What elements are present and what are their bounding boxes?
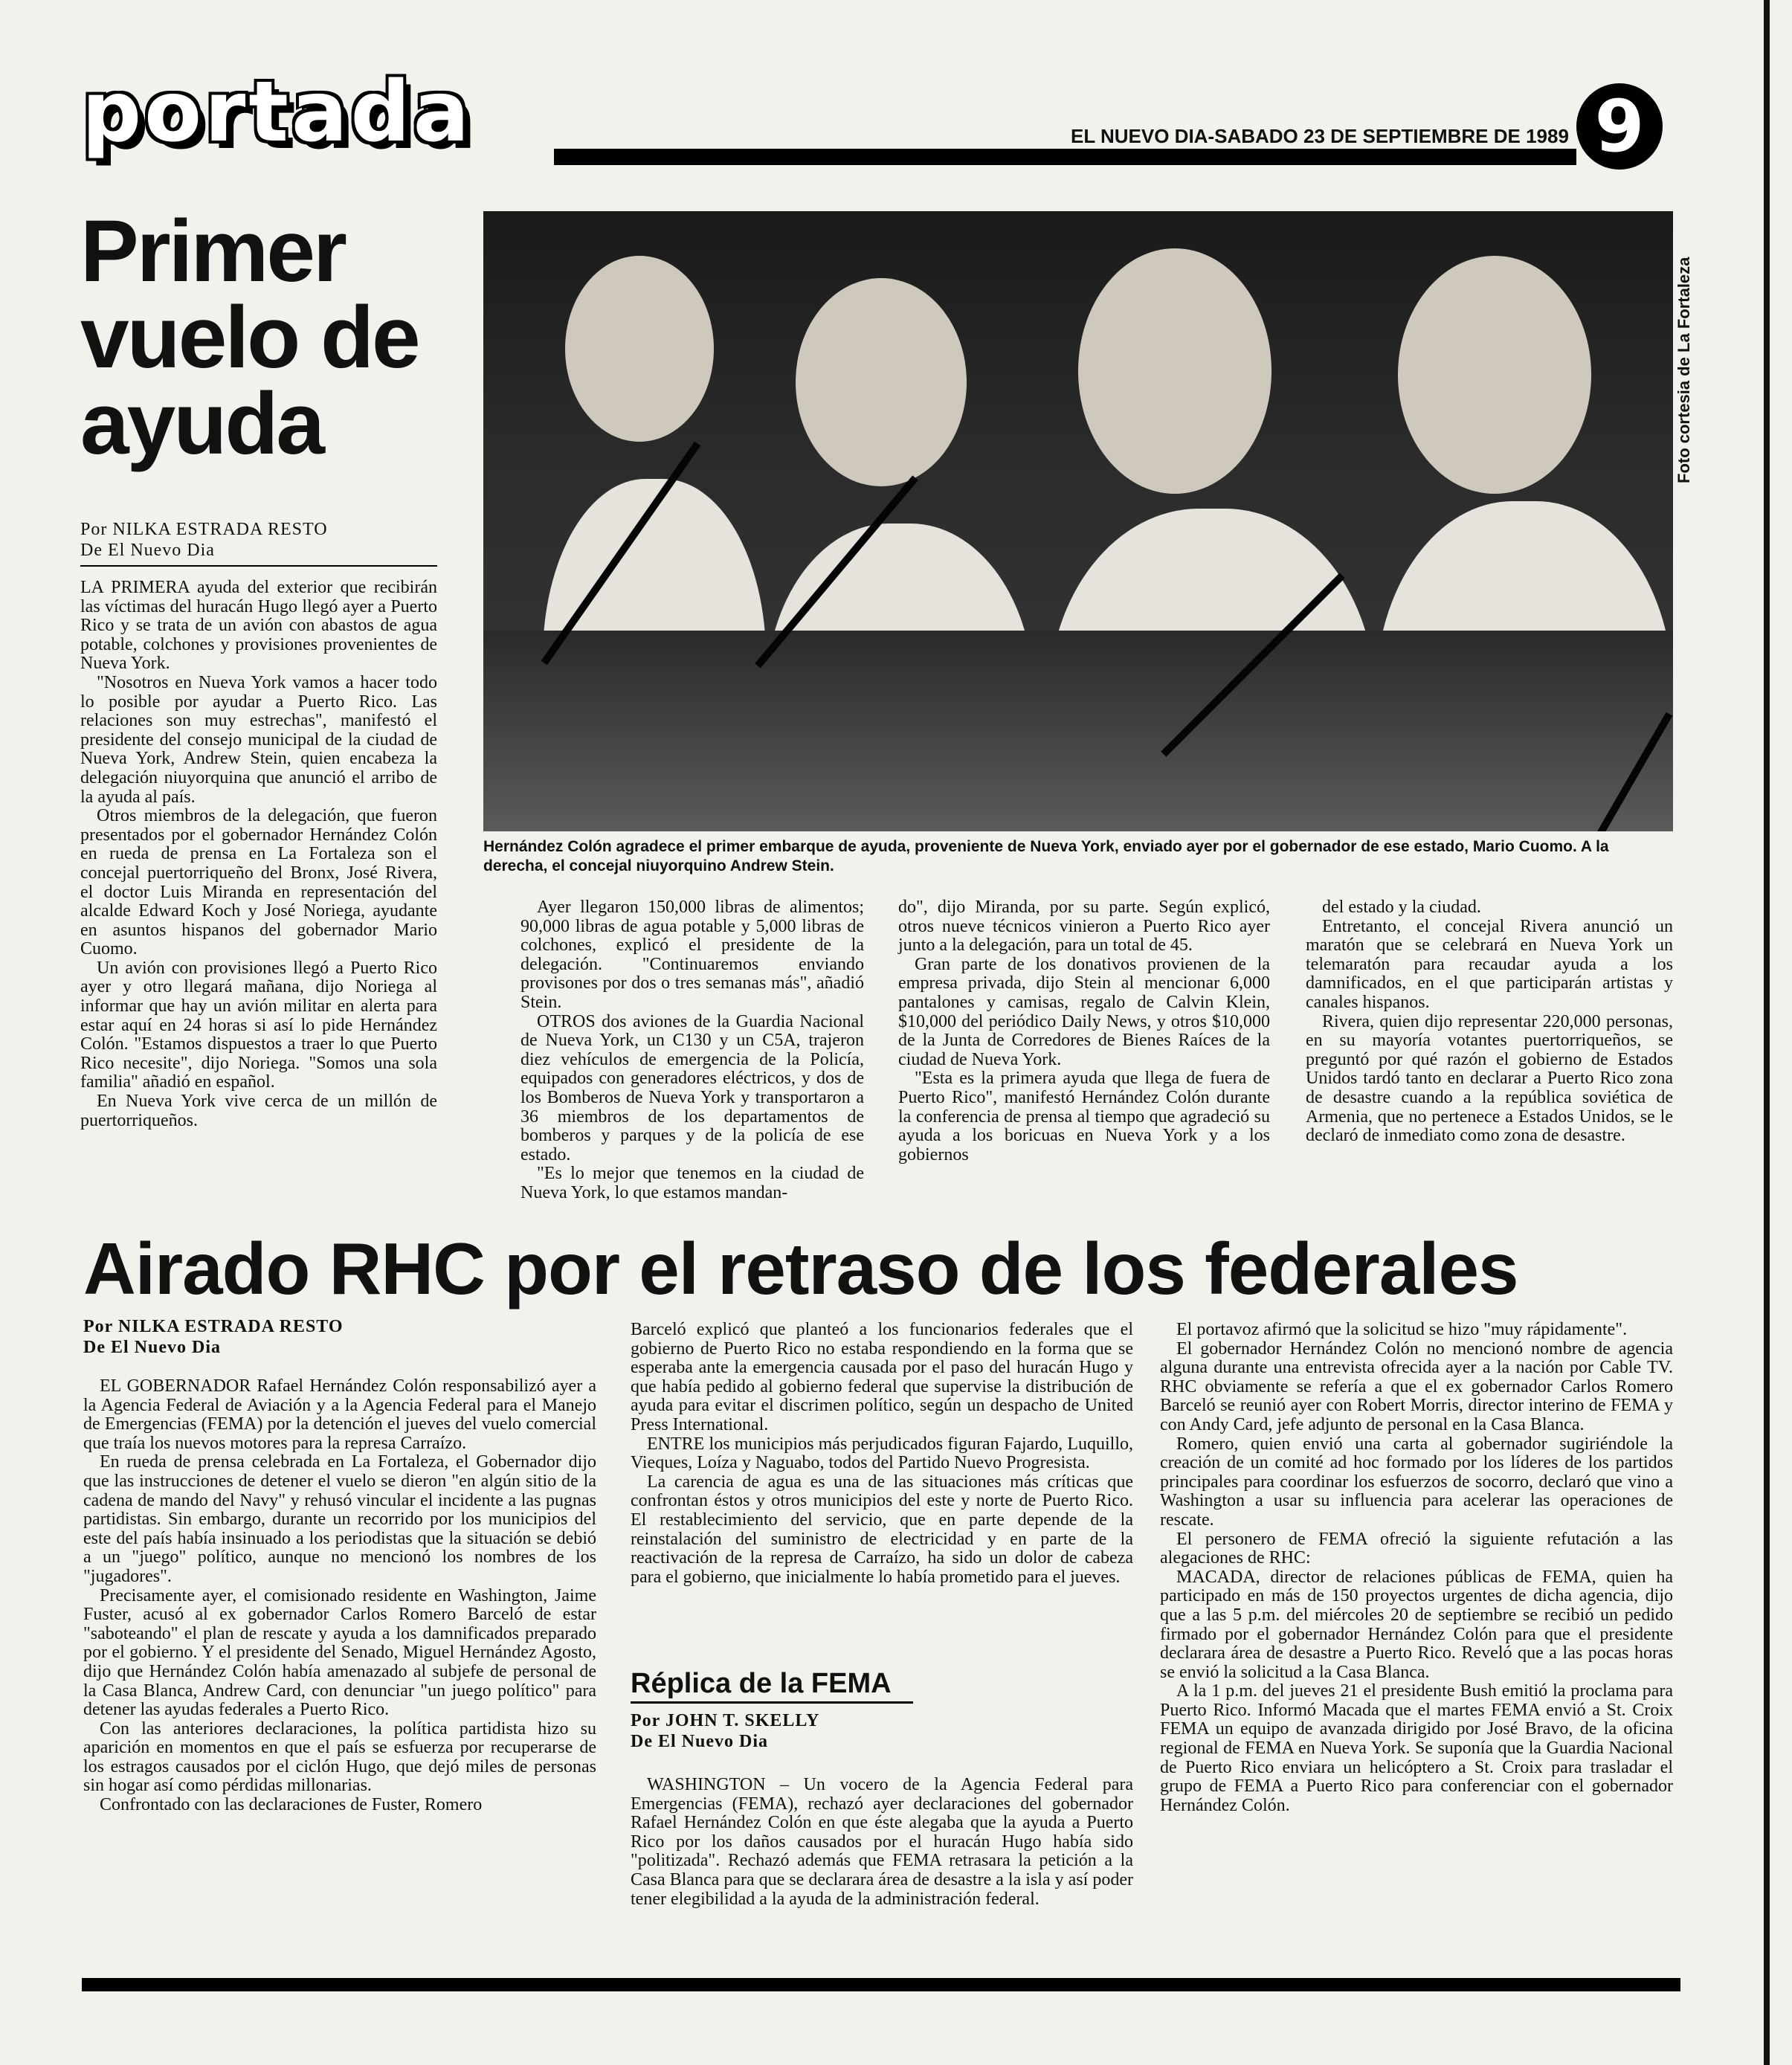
story1-byline-rule: [80, 565, 437, 567]
paragraph: En rueda de prensa celebrada en La Fortaleza, el Gobernador dijo que las instrucciones de detener el vuelo se dieron "en algún sitio de la cadena de mando del Navy" y rehusó vincular el incidente a las pugnas partidistas. Sin embargo, durante un recorrido por los municipios del este del país había insinuado a los periodistas que la situación se debió a un "juego" político, aunque no mencionó los nombres de los "jugadores".: [83, 1452, 596, 1586]
fema-reply-subheadline: [631, 1669, 1133, 1698]
paragraph: ENTRE los municipios más perjudicados figuran Fajardo, Luquillo, Vieques, Loíza y Naguabo, todos del Partido Nuevo Progresista.: [631, 1434, 1133, 1473]
fema-reply-author: Por JOHN T. SKELLY: [631, 1711, 820, 1730]
paragraph: del estado y la ciudad.: [1322, 898, 1481, 917]
story2-column-2: [631, 1321, 1133, 1587]
masthead-rule: [554, 149, 1576, 165]
story1-column-3: [898, 898, 1270, 1164]
photo-caption: Hernández Colón agradece el primer embarque de ayuda, proveniente de Nueva York, enviado ayer por el gobernador de ese estado, Mario Cuomo. A la derecha, el concejal niuyorquino Andrew Stein.: [483, 838, 1609, 874]
paragraph: "Esta es la primera ayuda que llega de fuera de Puerto Rico", manifestó Hernández Colón durante la conferencia de prensa al tiempo que agradeció su ayuda a los boricuas en Nueva York y a los gobiernos: [898, 1069, 1270, 1164]
paragraph: "Es lo mejor que tenemos en la ciudad de Nueva York, lo que estamos mandan-: [520, 1164, 864, 1202]
fema-reply-source: De El Nuevo Dia: [631, 1732, 768, 1751]
photo-credit: Foto cortesia de La Fortaleza: [1675, 257, 1693, 483]
paragraph: Rivera, quien dijo representar 220,000 personas, en su mayoría votantes puertorriqueños, se preguntó por qué razón el gobierno de Estados Unidos tardó tanto en declarar a Puerto Rico zona de desastre cuando a la república soviética de Armenia, que no pertenece a Estados Unidos, se le declaró de inmediato como zona de desastre.: [1306, 1011, 1673, 1146]
story2-source: De El Nuevo Dia: [83, 1338, 221, 1357]
subheadline: Réplica de la FEMA: [631, 1668, 892, 1699]
subheadline-rule: [631, 1701, 913, 1704]
paragraph: Ayer llegaron 150,000 libras de alimentos; 90,000 libras de agua potable y 5,000 libras de colchones, explicó el presidente de la delegación. "Continuaremos enviando provisones por dos o tres semanas más", añadió Stein.: [520, 898, 864, 1012]
page-number: 9: [1576, 83, 1663, 170]
paragraph: "Nosotros en Nueva York vamos a hacer todo lo posible por ayudar a Puerto Rico. Las relaciones son muy estrechas", manifestó el presidente del consejo municipal de la ciudad de Nueva York, Andrew Stein, quien encabeza la delegación niuyorquina que anunció el arribo de la ayuda al país.: [80, 672, 437, 807]
story1-column-4: [1306, 898, 1673, 1146]
paragraph: A la 1 p.m. del jueves 21 el presidente Bush emitió la proclama para Puerto Rico. Informó Macada que el martes FEMA envió a St. Croix FEMA un equipo de avanzada dirigido por José Bravo, de la oficina regional de FEMA en Nueva York. Se suponía que la Guardia Nacional de Puerto Rico enviara un helicóptero a St. Croix para trasladar el grupo de FEMA a Puerto Rico para conferenciar con el gobernador Hernández Colón.: [1160, 1681, 1673, 1815]
paragraph: Entretanto, el concejal Rivera anunció un maratón que se celebrará en Nueva York un telemaratón para recaudar ayuda a los damnificados, en el que participarán artistas y canales hispanos.: [1306, 916, 1673, 1012]
paragraph: MACADA, director de relaciones públicas de FEMA, quien ha participado en más de 150 proyectos urgentes de dicha agencia, dijo que a las 5 p.m. del miércoles 20 de septiembre se recibió un pedido firmado por el gobernador Hernández Colón para que el presidente declarara área de desastre a Puerto Rico. Reveló que a las pocas horas se envió la solicitud a la Casa Blanca.: [1160, 1567, 1673, 1682]
story1-source: De El Nuevo Dia: [80, 541, 215, 560]
story1-column-2: [520, 898, 864, 1203]
paragraph: El portavoz afirmó que la solicitud se hizo "muy rápidamente".: [1176, 1320, 1628, 1339]
paragraph: La carencia de agua es una de las situaciones más críticas que confrontan éstos y otros municipios del este y norte de Puerto Rico. El restablecimiento del servicio, que en parte depende de la reinstalación del suministro de electricidad y en parte de la reactivación de la represa de Carraízo, ha sido un dolor de cabeza para el gobierno, que inicialmente lo había prometido para el jueves.: [631, 1472, 1133, 1587]
paragraph: En Nueva York vive cerca de un millón de puertorriqueños.: [80, 1092, 437, 1130]
story2-headline: Airado RHC por el retraso de los federales: [83, 1228, 1518, 1309]
paragraph: Confrontado con las declaraciones de Fuster, Romero: [100, 1795, 483, 1815]
paragraph: LA PRIMERA ayuda del exterior que recibirán las víctimas del huracán Hugo llegó ayer a Puerto Rico y se trata de un avión con abastos de agua potable, colchones y provisiones provenientes de Nueva York.: [80, 578, 437, 674]
paragraph: OTROS dos aviones de la Guardia Nacional de Nueva York, un C130 y un C5A, trajeron diez vehículos de emergencia de la Policía, equipados con generadores eléctricos, y dos de los Bomberos de Nueva York y transportaron a 36 miembros de los departamentos de bomberos y parques y de la policía de ese estado.: [520, 1011, 864, 1164]
paragraph: El personero de FEMA ofreció la siguiente refutación a las alegaciones de RHC:: [1160, 1529, 1673, 1568]
paragraph: Barceló explicó que planteó a los funcionarios federales que el gobierno de Puerto Rico no estaba respondiendo en la forma que se esperaba ante la emergencia causada por el paso del huracán Hugo y que había pedido al gobierno federal que supervise la distribución de ayuda para evitar el discrimen político, según un despacho de United Press International.: [631, 1320, 1133, 1434]
paragraph: Gran parte de los donativos provienen de la empresa privada, dijo Stein al mencionar 6,000 pantalones y camisas, regalo de Calvin Klein, $10,000 del periódico Daily News, y otros $10,000 de la Junta de Corredores de Bienes Raíces de la ciudad de Nueva York.: [898, 954, 1270, 1069]
story1-author: Por NILKA ESTRADA RESTO: [80, 520, 328, 539]
paragraph: WASHINGTON – Un vocero de la Agencia Federal para Emergencias (FEMA), rechazó ayer declaraciones del gobernador Rafael Hernández Colón en que éste alegaba que la ayuda a Puerto Rico por los daños causados por el huracán Hugo había sido "politizada". Rechazó además que FEMA retrasara la petición a la Casa Blanca para que se declarara área de desastre a la isla y así poder tener elegibilidad a la ayuda de la administración federal.: [631, 1775, 1133, 1909]
story1-byline: [80, 519, 437, 561]
paragraph: El gobernador Hernández Colón no mencionó nombre de agencia alguna durante una entrevista ofrecida ayer a la nación por Cable TV. RHC obviamente se refería a que el ex gobernador Carlos Romero Barceló se reunió ayer con Robert Morris, director interino de FEMA y con Andy Card, jefe adjunto de personal en la Casa Blanca.: [1160, 1338, 1673, 1434]
story2-byline: [83, 1316, 544, 1358]
paragraph: do", dijo Miranda, por su parte. Según explicó, otros nueve técnicos vinieron a Puerto Rico ayer junto a la delegación, para un total de 45.: [898, 898, 1270, 956]
story1-headline: Primer vuelo de ayuda: [80, 202, 419, 473]
bottom-bar: [82, 1978, 1680, 1991]
conference-table: [483, 631, 1673, 831]
story1-column-1: [80, 579, 437, 1130]
press-conference-photo: [483, 211, 1673, 831]
story2-author: Por NILKA ESTRADA RESTO: [83, 1317, 344, 1336]
dateline: EL NUEVO DIA-SABADO 23 DE SEPTIEMBRE DE 1989: [1071, 125, 1569, 147]
page-edge: [1764, 0, 1770, 2065]
fema-reply-text: [631, 1776, 1133, 1909]
paragraph: Un avión con provisiones llegó a Puerto Rico ayer y otro llegará mañana, dijo Noriega al informar que hay un avión militar en alerta para estar aquí en 24 horas si así lo pide Hernández Colón. "Estamos dispuestos a traer lo que Puerto Rico necesite", dijo Noriega. "Somos una sola familia" añadió en español.: [80, 958, 437, 1092]
story2-column-3: [1160, 1321, 1673, 1815]
paragraph: Precisamente ayer, el comisionado residente en Washington, Jaime Fuster, acusó al ex gobernador Carlos Romero Barceló de estar "saboteando" el plan de rescate y ayuda a los damnificados preparado por el gobierno. Y el presidente del Senado, Miguel Hernández Agosto, dijo que Hernández Colón había amenazado al subjefe de personal de la Casa Blanca, Andrew Card, con denunciar "un juego político" para detener las ayudas federales a Puerto Rico.: [83, 1585, 596, 1720]
story2-column-1: [83, 1377, 596, 1815]
paragraph: EL GOBERNADOR Rafael Hernández Colón responsabilizó ayer a la Agencia Federal de Aviación y a la Agencia Federal para el Manejo de Emergencias (FEMA) por la detención el jueves del vuelo comercial que traía los nuevos motores para la represa Carraízo.: [83, 1376, 596, 1453]
paragraph: Con las anteriores declaraciones, la política partidista hizo su aparición en momentos en que el país se esfuerza por recuperarse de los estragos causados por el ciclón Hugo, que dejó miles de personas sin hogar así como pérdidas millonarias.: [83, 1718, 596, 1796]
paragraph: Romero, quien envió una carta al gobernador sugiriéndole la creación de un comité ad hoc formado por los líderes de los partidos principales para coordinar los esfuerzos de socorro, declaró que vino a Washington a usar su influencia para acelerar las operaciones de rescate.: [1160, 1434, 1673, 1530]
paragraph: Otros miembros de la delegación, que fueron presentados por el gobernador Hernández Colón en rueda de prensa en La Fortaleza son el concejal puertorriqueño del Bronx, José Rivera, el doctor Luis Miranda en representación del alcalde Edward Koch y José Noriega, ayudante en asuntos hispanos del gobernador Mario Cuomo.: [80, 806, 437, 959]
fema-reply-byline: [631, 1710, 1133, 1752]
section-logo: portada: [82, 64, 473, 161]
